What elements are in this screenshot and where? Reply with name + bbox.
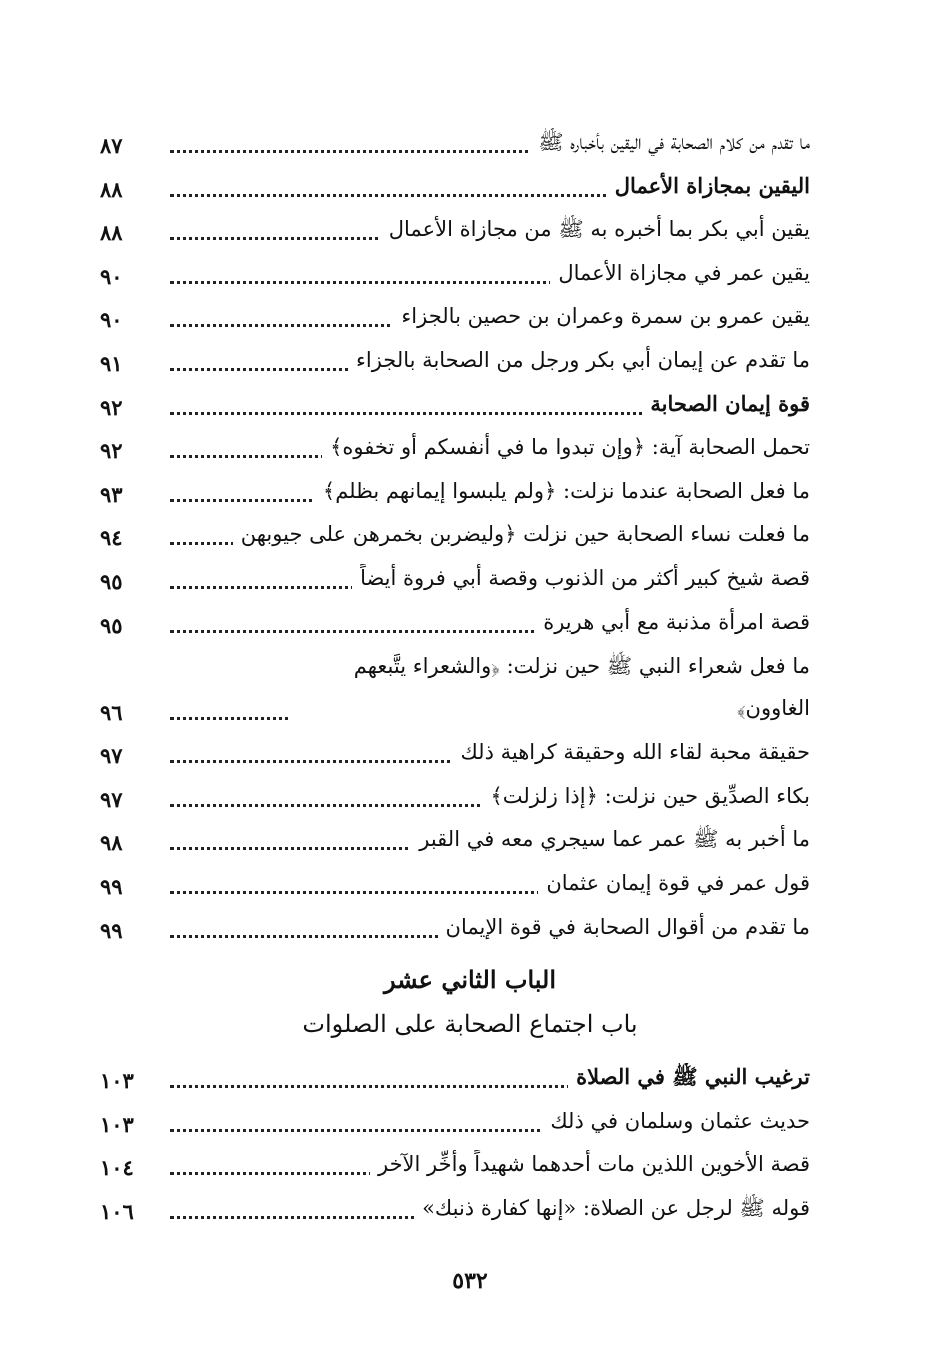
toc-entry-page: ٩١ <box>100 350 123 376</box>
toc-entry-page: ٨٧ <box>100 133 123 158</box>
chapter-heading: الباب الثاني عشر <box>383 965 557 994</box>
toc-entry <box>100 294 810 338</box>
toc-entry-title: قصة امرأة مذنبة مع أبي هريرة <box>535 608 810 636</box>
toc-entry-page: ٩٩ <box>100 873 123 899</box>
toc-entry <box>100 905 810 949</box>
toc-entry-page: ٩٨ <box>100 830 123 856</box>
toc-entry-title: حديث عثمان وسلمان في ذلك <box>542 1107 810 1135</box>
toc-entry-title: ما تقدم من كلام الصحابة في اليقين بأخباره ﷺ <box>530 128 810 156</box>
toc-entry-title: ما فعل الصحابة عندما نزلت: ﴿ولم يلبسوا إيمانهم بظلم﴾ <box>315 477 810 505</box>
toc-entry <box>100 164 810 208</box>
toc-entry <box>100 1142 810 1186</box>
toc-entry-page: ٩٠ <box>100 307 123 333</box>
toc-entry-title: قصة شيخ كبير أكثر من الذنوب وقصة أبي فروة أيضاً <box>352 564 810 592</box>
toc-entry-page: ١٠٣ <box>100 1111 134 1137</box>
toc-entry-title: قوة إيمان الصحابة <box>642 390 810 418</box>
toc-entry-title: ما تقدم من أقوال الصحابة في قوة الإيمان <box>438 913 810 941</box>
toc-entry <box>100 1055 810 1099</box>
toc-entry-title: تحمل الصحابة آية: ﴿وإن تبدوا ما في أنفسكم أو تخفوه﴾ <box>322 433 810 461</box>
toc-entry-page: ٩٦ <box>100 700 123 726</box>
toc-entry-page: ٩٤ <box>100 525 123 551</box>
toc-entry <box>100 251 810 295</box>
page-number-footer: ٥٣٢ <box>452 1268 488 1294</box>
toc-entry-title: قوله ﷺ لرجل عن الصلاة: «إنها كفارة ذنبك» <box>414 1194 810 1222</box>
toc-entry <box>100 207 810 251</box>
toc-entry <box>100 600 810 644</box>
toc-entry-title: ما فعل شعراء النبي ﷺ حين نزلت: ﴿والشعراء يتَّبعهم الغاوون﴾ <box>290 645 810 729</box>
toc-entry <box>100 774 810 818</box>
toc-entry-title: حقيقة محبة لقاء الله وحقيقة كراهية ذلك <box>452 738 810 766</box>
toc-section-2 <box>100 1055 810 1229</box>
toc-entry <box>100 512 810 556</box>
toc-entry-title: ما فعلت نساء الصحابة حين نزلت ﴿وليضربن بخمرهن على جيوبهن <box>233 520 810 548</box>
toc-entry-page: ٨٨ <box>100 220 123 246</box>
toc-entry-page: ٩٠ <box>100 263 123 289</box>
toc-entry-page: ٩٩ <box>100 917 123 943</box>
chapter-subtitle: باب اجتماع الصحابة على الصلوات <box>302 1010 638 1038</box>
toc-entry-page: ٩٢ <box>100 438 123 464</box>
toc-entry <box>100 556 810 600</box>
toc-entry-page: ٩٥ <box>100 612 123 638</box>
toc-section-1 <box>100 120 810 948</box>
toc-entry-title: يقين عمرو بن سمرة وعمران بن حصين بالجزاء <box>393 302 810 330</box>
toc-entry-page: ٩٧ <box>100 786 123 812</box>
toc-entry <box>100 1099 810 1143</box>
toc-entry <box>100 861 810 905</box>
toc-entry <box>100 120 810 164</box>
toc-entry-page: ٩٢ <box>100 394 123 420</box>
toc-entry-page: ٩٣ <box>100 481 123 507</box>
toc-entry <box>100 730 810 774</box>
toc-entry <box>100 817 810 861</box>
toc-entry-title: يقين أبي بكر بما أخبره به ﷺ من مجازاة الأعمال <box>381 215 810 243</box>
toc-entry-title: ما أخبر به ﷺ عمر عما سيجري معه في القبر <box>411 825 810 853</box>
toc-entry-title: ترغيب النبي ﷺ في الصلاة <box>568 1063 810 1091</box>
toc-entry-page: ١٠٦ <box>100 1198 134 1224</box>
toc-entry-title: قول عمر في قوة إيمان عثمان <box>538 869 810 897</box>
toc-entry-title: قصة الأخوين اللذين مات أحدهما شهيداً وأُخِّر الآخر <box>370 1150 810 1178</box>
toc-entry-title: يقين عمر في مجازاة الأعمال <box>550 259 810 287</box>
toc-entry <box>100 1186 810 1230</box>
toc-entry <box>100 382 810 426</box>
toc-entry <box>100 643 810 730</box>
toc-entry-page: ٩٥ <box>100 568 123 594</box>
toc-entry-title: ما تقدم عن إيمان أبي بكر ورجل من الصحابة بالجزاء <box>348 346 810 374</box>
toc-entry <box>100 425 810 469</box>
toc-entry-page: ١٠٣ <box>100 1068 134 1093</box>
toc-entry-page: ٨٨ <box>100 176 123 202</box>
toc-entry-title: اليقين بمجازاة الأعمال <box>607 172 810 200</box>
toc-entry-title: بكاء الصدِّيق حين نزلت: ﴿إذا زلزلت﴾ <box>482 782 810 810</box>
toc-entry <box>100 469 810 513</box>
toc-entry-page: ١٠٤ <box>100 1155 134 1181</box>
toc-entry <box>100 338 810 382</box>
toc-entry-page: ٩٧ <box>100 743 123 769</box>
